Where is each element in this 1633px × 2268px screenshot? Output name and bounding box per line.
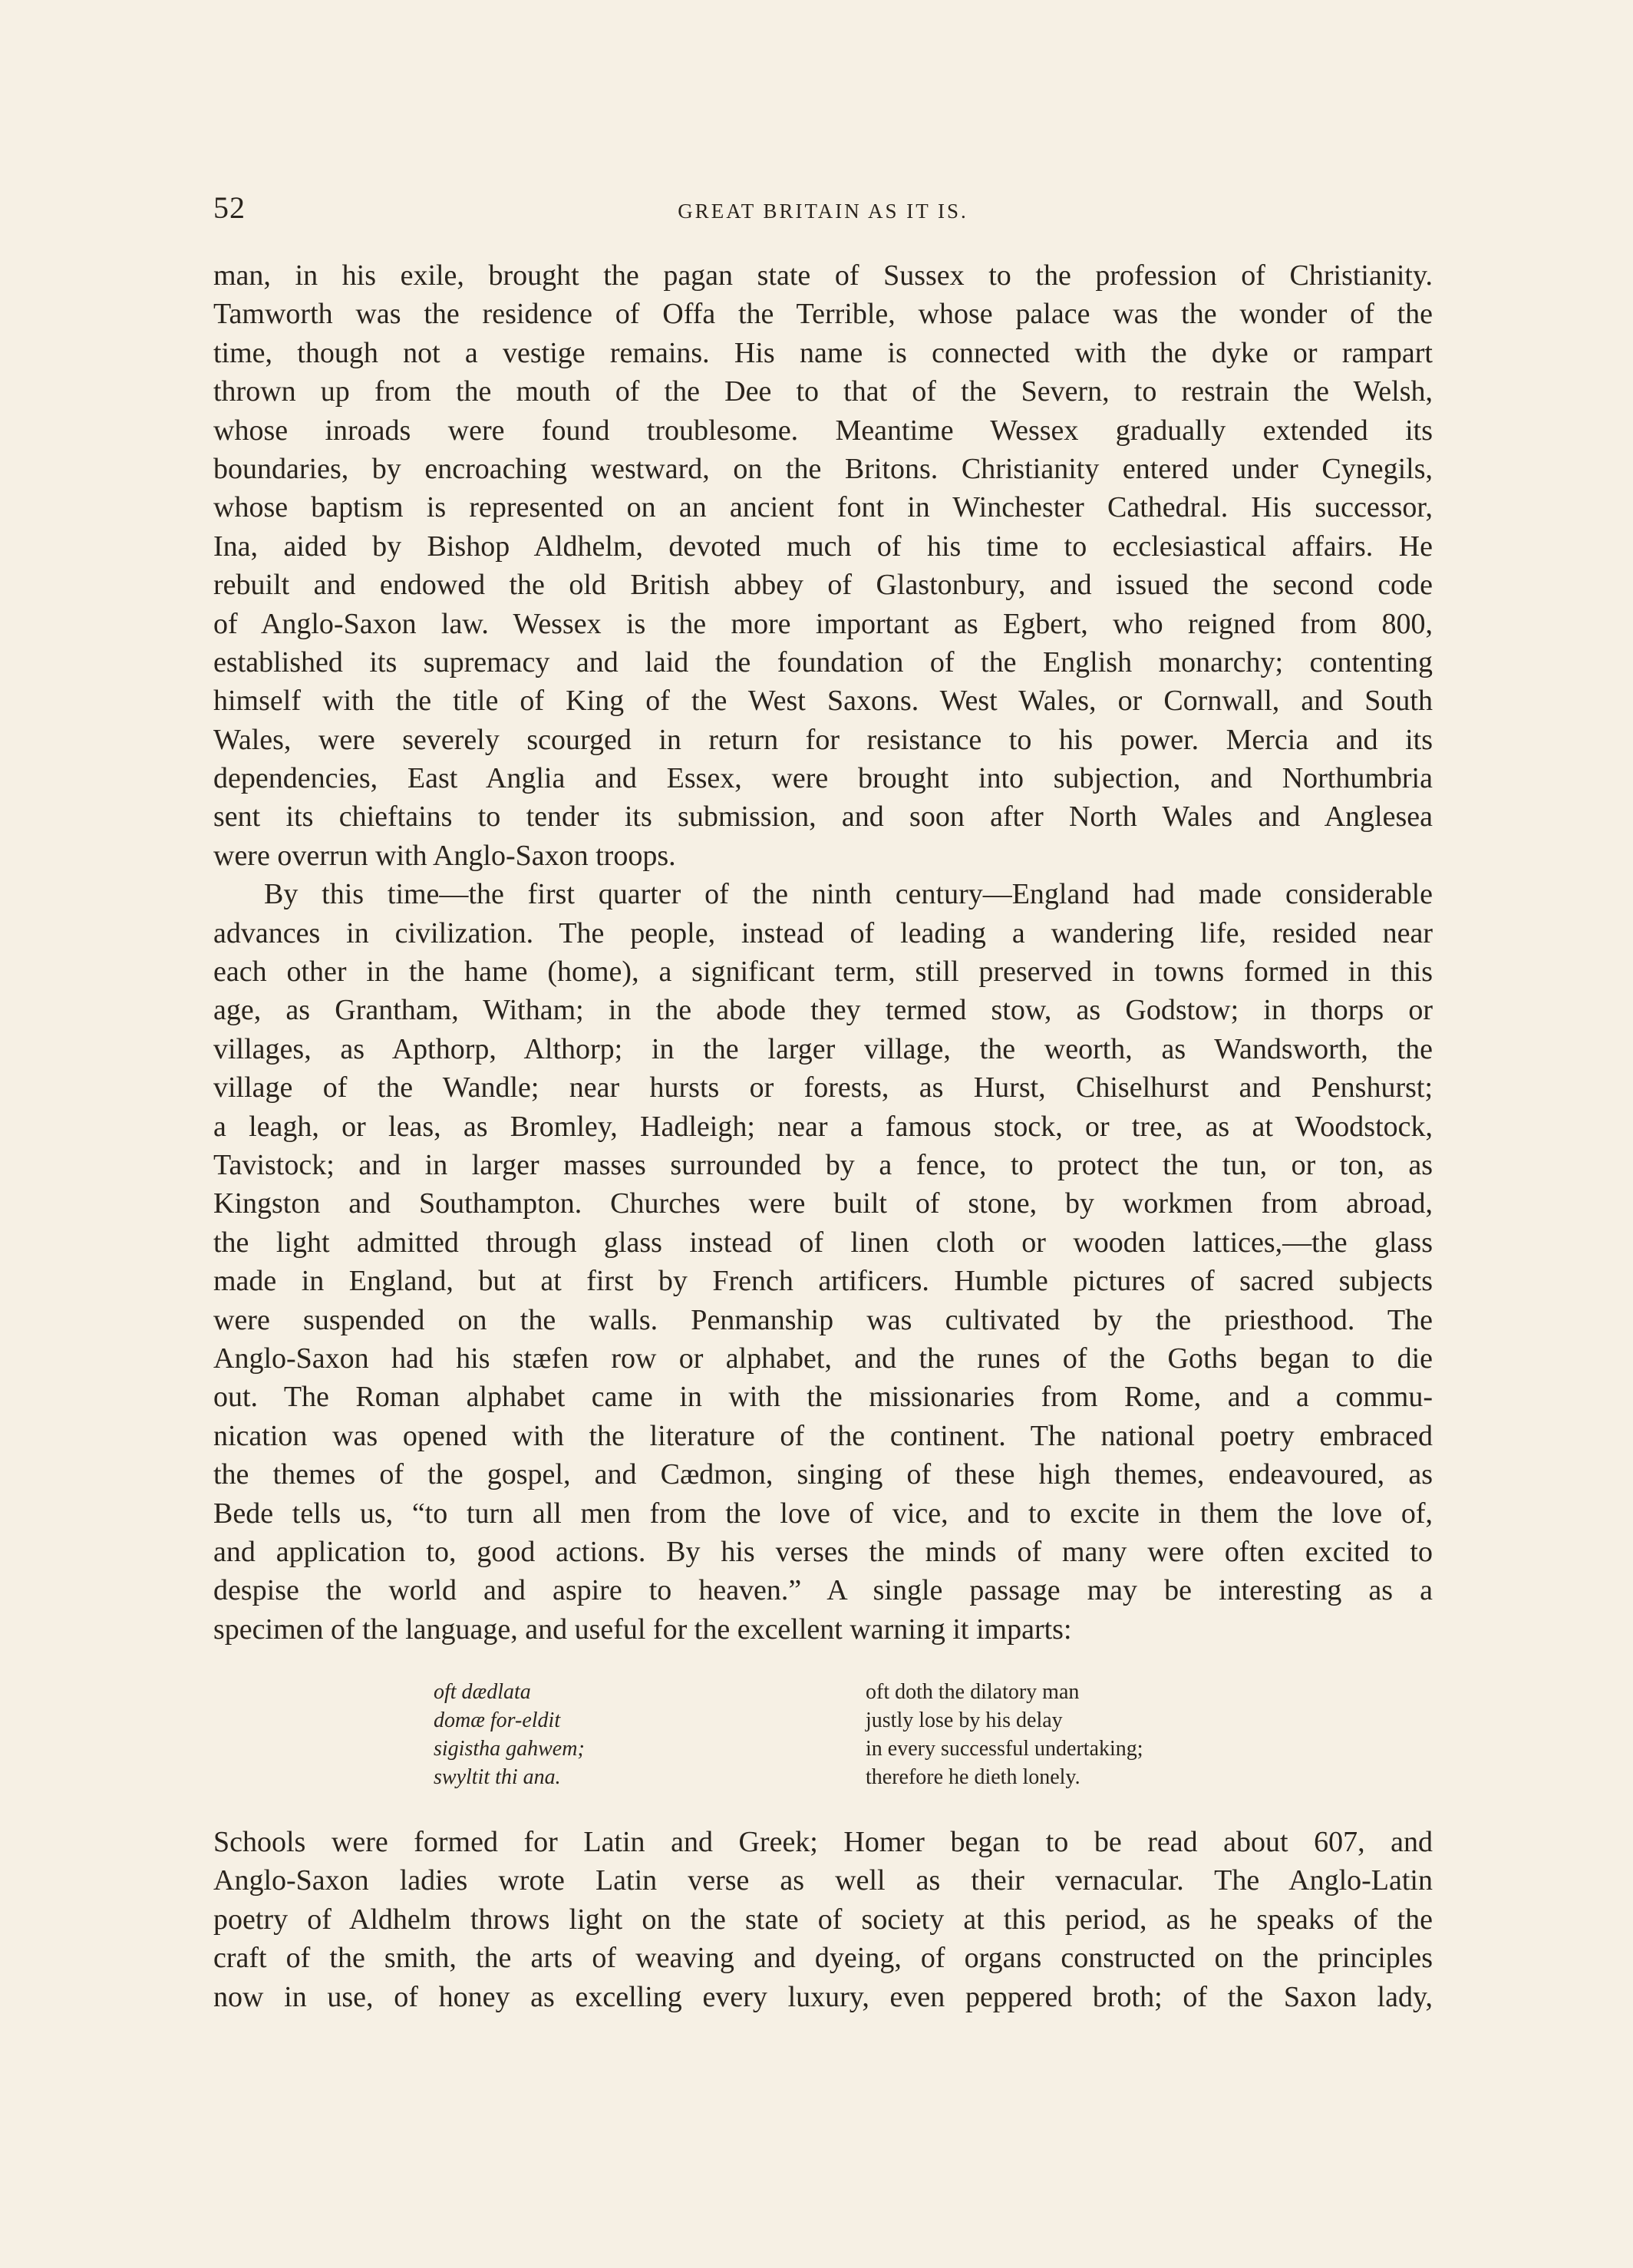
verse-line (213, 1763, 1433, 1791)
verse-translation: justly lose by his delay (866, 1708, 1063, 1732)
text-line: craft of the smith, the arts of weaving and dyeing, of organs constructed on the principles (213, 1942, 1433, 1975)
text-line: despise the world and aspire to heaven.” A single passage may be interesting as a (213, 1574, 1433, 1607)
verse-translation: in every successful undertaking; (866, 1737, 1143, 1761)
text-line: man, in his exile, brought the pagan state of Sussex to the profession of Christianity. (213, 259, 1433, 292)
text-line: were overrun with Anglo-Saxon troops. (213, 839, 676, 872)
page-number: 52 (213, 190, 246, 225)
text-line: poetry of Aldhelm throws light on the state of society at this period, as he speaks of the (213, 1903, 1433, 1936)
text-line: himself with the title of King of the West Saxons. West Wales, or Cornwall, and South (213, 685, 1433, 718)
text-line: sent its chieftains to tender its submission, and soon after North Wales and Anglesea (213, 801, 1433, 834)
text-line: the themes of the gospel, and Cædmon, singing of these high themes, endeavoured, as (213, 1458, 1433, 1491)
verse-anglo-saxon: oft dædlata (434, 1680, 531, 1704)
text-line: out. The Roman alphabet came in with the missionaries from Rome, and a commu- (213, 1381, 1433, 1414)
page-header (213, 189, 1433, 227)
text-line: Kingston and Southampton. Churches were built of stone, by workmen from abroad, (213, 1187, 1433, 1220)
verse-anglo-saxon: swyltit thi ana. (434, 1765, 561, 1789)
text-line: Bede tells us, “to turn all men from the love of vice, and to excite in them the love of, (213, 1497, 1433, 1530)
text-line: rebuilt and endowed the old British abbey of Glastonbury, and issued the second code (213, 569, 1433, 602)
text-line: dependencies, East Anglia and Essex, were brought into subjection, and Northumbria (213, 762, 1433, 795)
verse-line (213, 1706, 1433, 1735)
text-line: the light admitted through glass instead of linen cloth or wooden lattices,—the glass (213, 1226, 1433, 1259)
text-line: age, as Grantham, Witham; in the abode they termed stow, as Godstow; in thorps or (213, 994, 1433, 1027)
running-head: GREAT BRITAIN AS IT IS. (678, 200, 968, 223)
verse-anglo-saxon: sigistha gahwem; (434, 1737, 585, 1761)
text-line: now in use, of honey as excelling every luxury, even peppered broth; of the Saxon lady, (213, 1980, 1433, 2013)
text-line: Anglo-Saxon ladies wrote Latin verse as well as their vernacular. The Anglo-Latin (213, 1864, 1433, 1897)
verse-translation: therefore he dieth lonely. (866, 1765, 1080, 1789)
text-line: villages, as Apthorp, Althorp; in the larger village, the weorth, as Wandsworth, the (213, 1032, 1433, 1065)
text-line: Tamworth was the residence of Offa the Terrible, whose palace was the wonder of the (213, 298, 1433, 331)
text-line: specimen of the language, and useful for the excellent warning it imparts: (213, 1613, 1072, 1646)
verse-anglo-saxon: domæ for-eldit (434, 1708, 561, 1732)
text-line: each other in the hame (home), a significant term, still preserved in towns formed in this (213, 956, 1433, 989)
verse-line (213, 1735, 1433, 1763)
text-line: thrown up from the mouth of the Dee to that of the Severn, to restrain the Welsh, (213, 375, 1433, 408)
text-line: whose inroads were found troublesome. Meantime Wessex gradually extended its (213, 414, 1433, 447)
text-line: were suspended on the walls. Penmanship was cultivated by the priesthood. The (213, 1303, 1433, 1336)
text-line: Schools were formed for Latin and Greek; Homer began to be read about 607, and (213, 1826, 1433, 1858)
text-line: boundaries, by encroaching westward, on the Britons. Christianity entered under Cynegils, (213, 452, 1433, 485)
text-line: a leagh, or leas, as Bromley, Hadleigh; near a famous stock, or tree, as at Woodstock, (213, 1110, 1433, 1143)
main-text-block (213, 256, 1433, 1649)
text-line: Anglo-Saxon had his stæfen row or alphabet, and the runes of the Goths began to die (213, 1342, 1433, 1375)
text-line: Ina, aided by Bishop Aldhelm, devoted much of his time to ecclesiastical affairs. He (213, 530, 1433, 563)
verse-line (213, 1678, 1433, 1706)
text-line: established its supremacy and laid the foundation of the English monarchy; contenting (213, 645, 1433, 678)
text-line: of Anglo-Saxon law. Wessex is the more important as Egbert, who reigned from 800, (213, 607, 1433, 640)
verse-quotation (213, 1678, 1433, 1816)
text-line: time, though not a vestige remains. His name is connected with the dyke or rampart (213, 336, 1433, 369)
text-line: whose baptism is represented on an ancient font in Winchester Cathedral. His successor, (213, 491, 1433, 524)
text-line: Tavistock; and in larger masses surrounded by a fence, to protect the tun, or ton, as (213, 1148, 1433, 1181)
paragraph-first-line: By this time—the first quarter of the ninth century—England had made considerable (264, 878, 1433, 911)
text-line: advances in civilization. The people, instead of leading a wandering life, resided near (213, 916, 1433, 949)
verse-translation: oft doth the dilatory man (866, 1680, 1080, 1704)
text-line: village of the Wandle; near hursts or forests, as Hurst, Chiselhurst and Penshurst; (213, 1071, 1433, 1104)
text-line: and application to, good actions. By his verses the minds of many were often excited to (213, 1535, 1433, 1568)
text-line: nication was opened with the literature of the continent. The national poetry embraced (213, 1419, 1433, 1452)
text-line: Wales, were severely scourged in return for resistance to his power. Mercia and its (213, 723, 1433, 756)
text-line: made in England, but at first by French artificers. Humble pictures of sacred subjects (213, 1265, 1433, 1298)
closing-text-block (213, 1823, 1433, 2016)
